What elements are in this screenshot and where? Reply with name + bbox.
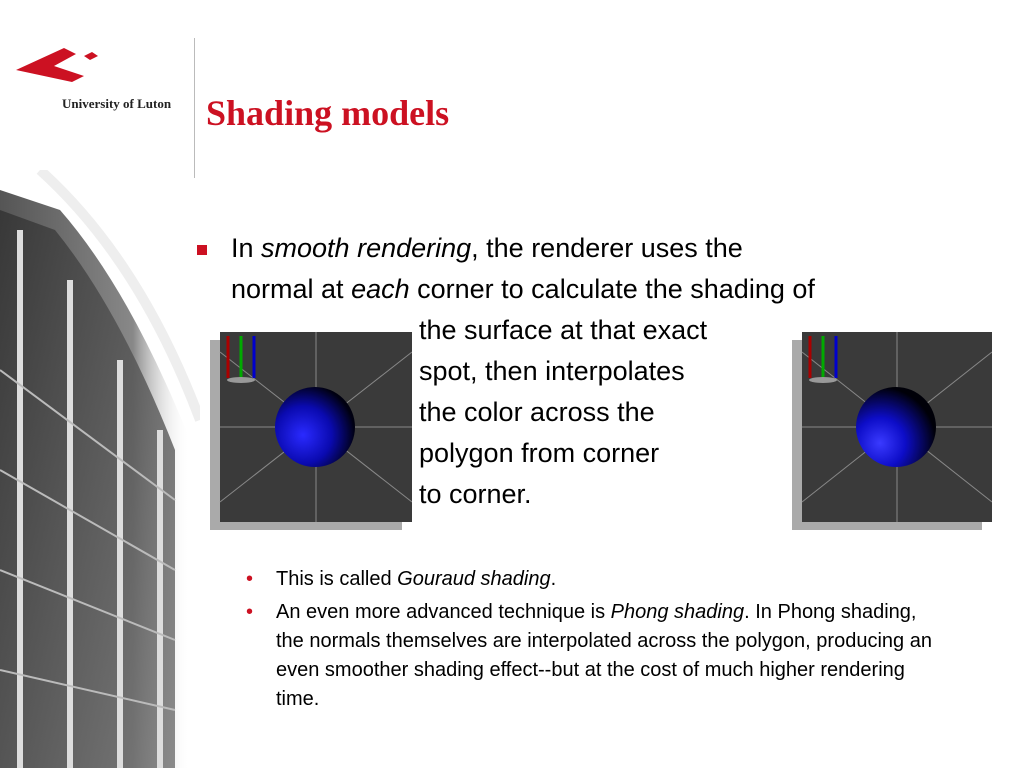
text-run: corner to calculate the shading of xyxy=(409,274,815,304)
text-run: . In Phong shading, the normals themselves are interpolated across the polygon, producing an even smoother shading effect--but at the cost of much higher rendering time. xyxy=(276,601,932,710)
sub-bullet-list xyxy=(246,565,946,718)
emphasis-each: each xyxy=(351,274,410,304)
main-line-1 xyxy=(231,228,1001,269)
main-line-5: the color across the xyxy=(419,397,655,427)
flat-shaded-sphere-image xyxy=(210,332,412,530)
text-run: , the renderer uses the xyxy=(471,233,743,263)
dot-bullet-icon: • xyxy=(246,601,254,623)
square-bullet-icon xyxy=(197,245,207,255)
main-line-3: the surface at that exact xyxy=(419,315,708,345)
emphasis-smooth-rendering: smooth rendering xyxy=(261,233,472,263)
main-line-6: polygon from corner xyxy=(419,438,660,468)
slide-title: Shading models xyxy=(206,93,450,133)
text-run: In xyxy=(231,233,262,263)
emphasis-gouraud: Gouraud shading xyxy=(397,568,551,590)
emphasis-phong: Phong shading xyxy=(610,601,745,623)
sub-bullet-gouraud xyxy=(246,565,946,594)
logo-text: University of Luton xyxy=(62,96,172,111)
text-run: An even more advanced technique is xyxy=(276,601,611,623)
main-line-4: spot, then interpolates xyxy=(419,356,685,386)
main-line-2 xyxy=(231,269,1001,310)
dot-bullet-icon: • xyxy=(246,568,254,590)
header-divider xyxy=(194,38,195,178)
sub-bullet-phong xyxy=(246,598,946,714)
text-run: normal at xyxy=(231,274,352,304)
main-line-7: to corner. xyxy=(419,479,532,509)
smooth-shaded-sphere-image xyxy=(792,332,992,530)
luton-logo-icon xyxy=(14,40,114,90)
building-photo xyxy=(0,170,200,768)
text-run: . xyxy=(550,568,557,590)
text-run: This is called xyxy=(276,568,398,590)
